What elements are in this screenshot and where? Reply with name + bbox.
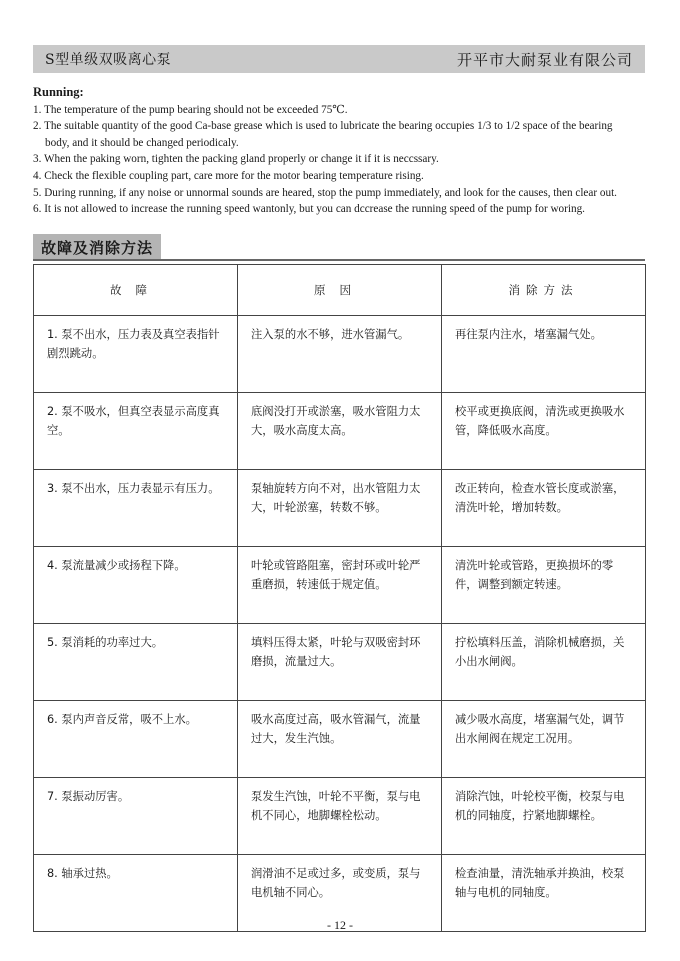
remedy-cell: 改正转向，检查水管长度或淤塞，清洗叶轮，增加转数。: [442, 470, 646, 547]
page-header: [33, 45, 645, 73]
remedy-cell: 校平或更换底阀，清洗或更换吸水管，降低吸水高度。: [442, 393, 646, 470]
cause-cell: 填料压得太紧，叶轮与双吸密封环磨损，流量过大。: [238, 624, 442, 701]
cause-cell: 吸水高度过高，吸水管漏气，流量过大，发生汽蚀。: [238, 701, 442, 778]
page-number: - 12 -: [327, 918, 353, 932]
running-item: 2. The suitable quantity of the good Ca-base grease which is used to lubricate the bearing occupies 1/3 to 1/2 space of the bearing body, and it should be changed periodicaly.: [33, 120, 613, 149]
running-item: 1. The temperature of the pump bearing should not be exceeded 75℃.: [33, 103, 348, 116]
running-item: 6. It is not allowed to increase the running speed wantonly, but you can dccrease the running speed of the pump for woring.: [33, 203, 585, 216]
header-title-left: S型单级双吸离心泵: [45, 52, 172, 68]
column-header-fault: 故障: [34, 265, 238, 316]
remedy-cell: 清洗叶轮或管路，更换损坏的零件，调整到额定转速。: [442, 547, 646, 624]
table-row: [34, 470, 646, 547]
fault-cell: 5. 泵消耗的功率过大。: [34, 624, 238, 701]
header-company-name: 开平市大耐泵业有限公司: [456, 50, 633, 69]
section-divider: [33, 259, 645, 261]
fault-cell: 6. 泵内声音反常，吸不上水。: [34, 701, 238, 778]
running-section: [33, 84, 653, 218]
fault-cell: 4. 泵流量减少或扬程下降。: [34, 547, 238, 624]
remedy-cell: 消除汽蚀，叶轮校平衡，校泵与电机的同轴度，拧紧地脚螺栓。: [442, 778, 646, 855]
table-row: [34, 624, 646, 701]
remedy-cell: 拧松填料压盖，消除机械磨损，关小出水闸阀。: [442, 624, 646, 701]
fault-cell: 7. 泵振动厉害。: [34, 778, 238, 855]
section-title: 故障及消除方法: [33, 234, 161, 260]
remedy-cell: 减少吸水高度，堵塞漏气处，调节出水闸阀在规定工况用。: [442, 701, 646, 778]
remedy-cell: 再往泵内注水，堵塞漏气处。: [442, 316, 646, 393]
remedy-cell: 检查油量，清洗轴承并换油，校泵轴与电机的同轴度。: [442, 855, 646, 932]
column-header-remedy: 消除方法: [442, 265, 646, 316]
running-heading: Running:: [33, 85, 84, 99]
table-row: [34, 393, 646, 470]
cause-cell: 底阀没打开或淤塞，吸水管阻力太大，吸水高度太高。: [238, 393, 442, 470]
fault-cell: 1. 泵不出水，压力表及真空表指针剧烈跳动。: [34, 316, 238, 393]
table-row: [34, 316, 646, 393]
running-list: [33, 102, 653, 218]
cause-cell: 注入泵的水不够，进水管漏气。: [238, 316, 442, 393]
running-item: 3. When the paking worn, tighten the packing gland properly or change it if it is neccssary.: [33, 153, 439, 166]
fault-cell: 8. 轴承过热。: [34, 855, 238, 932]
cause-cell: 叶轮或管路阻塞，密封环或叶轮严重磨损，转速低于规定值。: [238, 547, 442, 624]
fault-cell: 3. 泵不出水，压力表显示有压力。: [34, 470, 238, 547]
cause-cell: 泵轴旋转方向不对，出水管阻力太大，叶轮淤塞，转数不够。: [238, 470, 442, 547]
table-row: [34, 547, 646, 624]
cause-cell: 泵发生汽蚀，叶轮不平衡，泵与电机不同心，地脚螺栓松动。: [238, 778, 442, 855]
table-row: [34, 778, 646, 855]
column-header-cause: 原因: [238, 265, 442, 316]
troubleshooting-table: [33, 264, 646, 932]
running-item: 5. During running, if any noise or unnormal sounds are heared, stop the pump immediately, and look for the causes, then clear out.: [33, 186, 617, 199]
cause-cell: 润滑油不足或过多，或变质，泵与电机轴不同心。: [238, 855, 442, 932]
table-row: [34, 701, 646, 778]
fault-cell: 2. 泵不吸水，但真空表显示高度真空。: [34, 393, 238, 470]
running-item: 4. Check the flexible coupling part, care more for the motor bearing temperature rising.: [33, 169, 424, 182]
table-header-row: [34, 265, 646, 316]
